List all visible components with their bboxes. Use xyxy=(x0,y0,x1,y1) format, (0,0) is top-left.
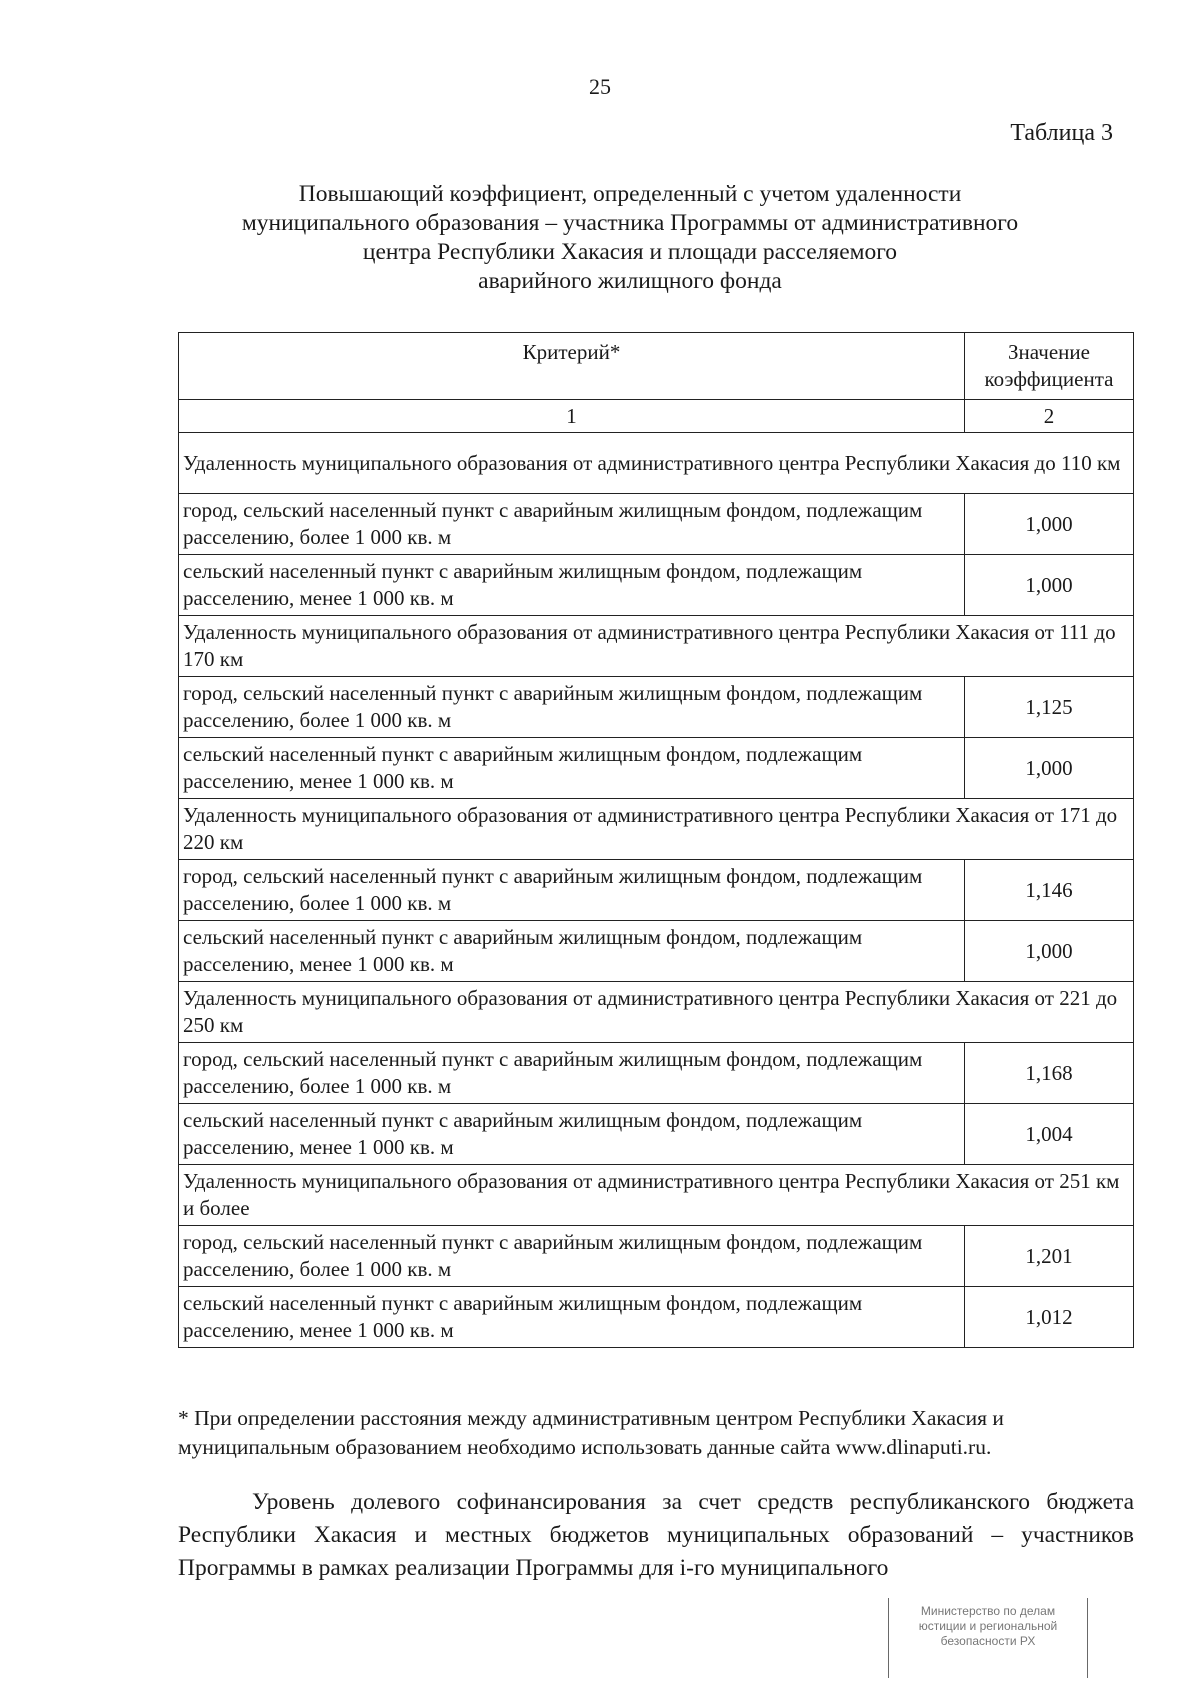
stamp-line: Министерство по делам xyxy=(920,1604,1056,1618)
footnote: * При определении расстояния между административным центром Республики Хакасия и муниципальным образованием необходимо использовать данные сайта www.dlinaputi.ru. xyxy=(178,1406,1004,1459)
criterion-cell: сельский населенный пункт с аварийным жилищным фондом, подлежащим расселению, менее 1 000 кв. м xyxy=(179,1287,965,1348)
title-line: центра Республики Хакасия и площади расселяемого xyxy=(362,239,898,265)
criterion-cell: сельский населенный пункт с аварийным жилищным фондом, подлежащим расселению, менее 1 000 кв. м xyxy=(179,738,965,799)
coefficient-value: 1,146 xyxy=(965,860,1134,921)
criterion-cell: сельский населенный пункт с аварийным жилищным фондом, подлежащим расселению, менее 1 000 кв. м xyxy=(179,921,965,982)
table-row xyxy=(179,555,1134,616)
group-label: Удаленность муниципального образования от административного центра Республики Хакасия от 251 км и более xyxy=(179,1165,1134,1226)
stamp-line: юстиции и региональной xyxy=(918,1619,1058,1633)
coefficient-value: 1,000 xyxy=(965,555,1134,616)
coefficient-table xyxy=(178,332,1134,1348)
group-label: Удаленность муниципального образования от административного центра Республики Хакасия до 110 км xyxy=(179,433,1134,494)
body-paragraph: Уровень долевого софинансирования за счет средств республиканского бюджета Республики Хакасия и местных бюджетов муниципальных образований – участников Программы в рамках реализации Программы для i-го муниципального xyxy=(178,1489,1134,1581)
criterion-header: Критерий* xyxy=(179,333,965,400)
table-row xyxy=(179,677,1134,738)
group-label: Удаленность муниципального образования от административного центра Республики Хакасия от 111 до 170 км xyxy=(179,616,1134,677)
registration-stamp xyxy=(888,1598,1088,1678)
criterion-cell: город, сельский населенный пункт с аварийным жилищным фондом, подлежащим расселению, более 1 000 кв. м xyxy=(179,860,965,921)
group-label: Удаленность муниципального образования от административного центра Республики Хакасия от 221 до 250 км xyxy=(179,982,1134,1043)
column-number-row xyxy=(179,400,1134,433)
column-number: 2 xyxy=(965,400,1134,433)
criterion-cell: сельский населенный пункт с аварийным жилищным фондом, подлежащим расселению, менее 1 000 кв. м xyxy=(179,555,965,616)
criterion-cell: город, сельский населенный пункт с аварийным жилищным фондом, подлежащим расселению, более 1 000 кв. м xyxy=(179,494,965,555)
group-label: Удаленность муниципального образования от административного центра Республики Хакасия от 171 до 220 км xyxy=(179,799,1134,860)
table-row xyxy=(179,921,1134,982)
coefficient-value: 1,000 xyxy=(965,921,1134,982)
title-line: аварийного жилищного фонда xyxy=(478,268,782,294)
coefficient-value: 1,201 xyxy=(965,1226,1134,1287)
table-group-row xyxy=(179,799,1134,860)
table-header-row xyxy=(179,333,1134,400)
column-number: 1 xyxy=(179,400,965,433)
value-header: Значение коэффициента xyxy=(965,333,1134,400)
criterion-cell: город, сельский населенный пункт с аварийным жилищным фондом, подлежащим расселению, более 1 000 кв. м xyxy=(179,1226,965,1287)
coefficient-value: 1,000 xyxy=(965,738,1134,799)
criterion-cell: город, сельский населенный пункт с аварийным жилищным фондом, подлежащим расселению, более 1 000 кв. м xyxy=(179,1043,965,1104)
table-row xyxy=(179,860,1134,921)
criterion-cell: город, сельский населенный пункт с аварийным жилищным фондом, подлежащим расселению, более 1 000 кв. м xyxy=(179,677,965,738)
table-row xyxy=(179,738,1134,799)
page-number: 25 xyxy=(589,74,611,99)
title-line: Повышающий коэффициент, определенный с учетом удаленности xyxy=(298,181,962,207)
table-row xyxy=(179,1287,1134,1348)
table-title xyxy=(190,180,1070,296)
coefficient-value: 1,000 xyxy=(965,494,1134,555)
table-group-row xyxy=(179,433,1134,494)
table-row xyxy=(179,1104,1134,1165)
table-group-row xyxy=(179,982,1134,1043)
coefficient-value: 1,012 xyxy=(965,1287,1134,1348)
coefficient-value: 1,125 xyxy=(965,677,1134,738)
coefficient-value: 1,168 xyxy=(965,1043,1134,1104)
table-row xyxy=(179,1043,1134,1104)
stamp-line: безопасности РХ xyxy=(940,1634,1036,1648)
table-group-row xyxy=(179,1165,1134,1226)
title-line: муниципального образования – участника Программы от административного xyxy=(241,210,1019,236)
table-row xyxy=(179,1226,1134,1287)
table-label: Таблица 3 xyxy=(1010,120,1113,146)
table-row xyxy=(179,494,1134,555)
table-group-row xyxy=(179,616,1134,677)
criterion-cell: сельский населенный пункт с аварийным жилищным фондом, подлежащим расселению, менее 1 000 кв. м xyxy=(179,1104,965,1165)
coefficient-value: 1,004 xyxy=(965,1104,1134,1165)
